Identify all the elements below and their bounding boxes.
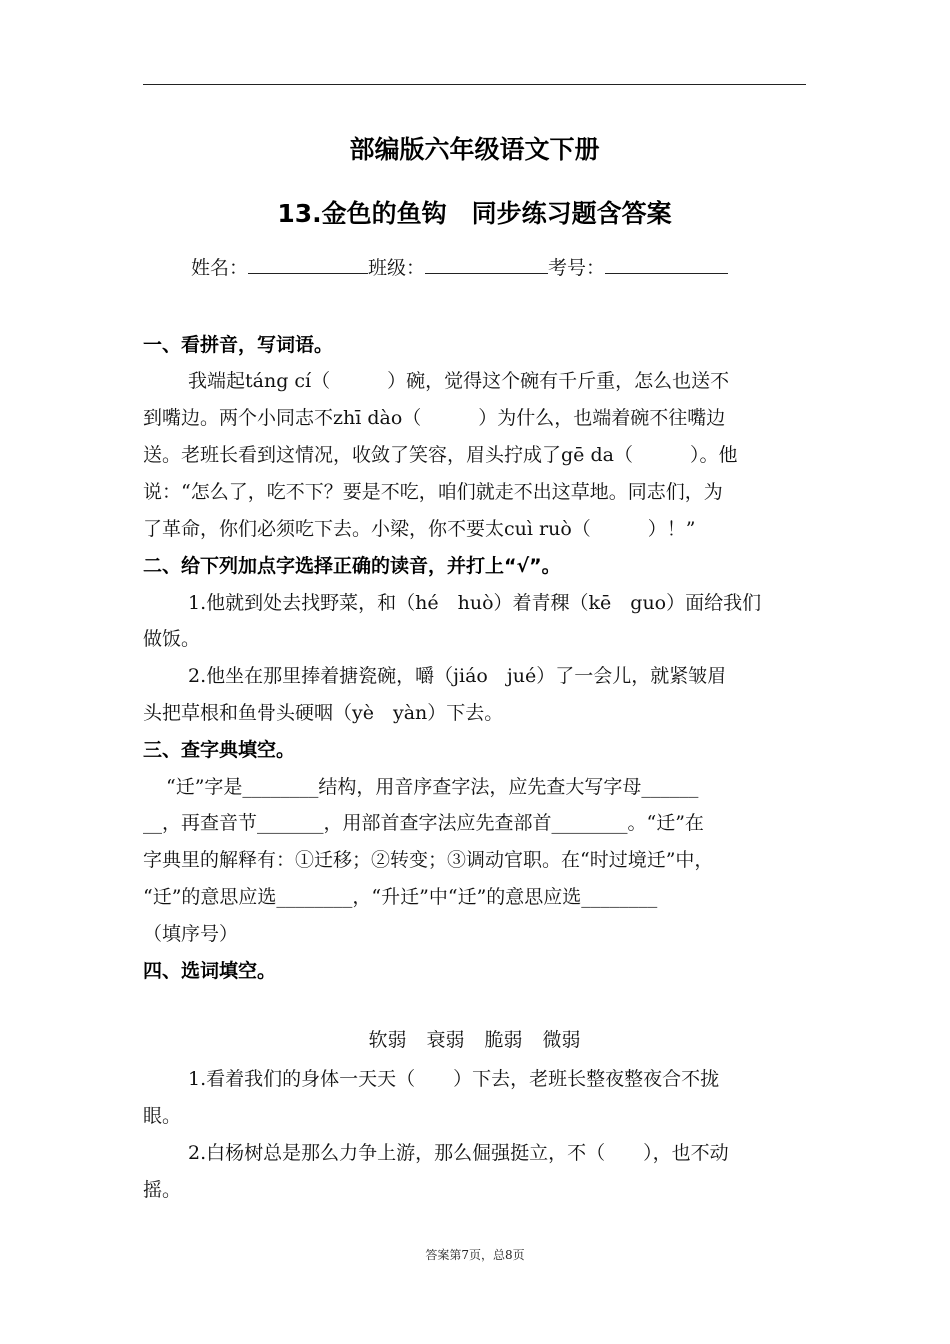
paragraph-line: 送。老班长看到这情况，收敛了笑容，眉头拧成了gē da（ ）。他 (143, 444, 738, 466)
paragraph-line: 字典里的解释有：①迁移；②转变；③调动官职。在“时过境迁”中， (143, 849, 714, 871)
section-heading-3: 三、查字典填空。 (143, 739, 296, 761)
name-blank[interactable] (248, 253, 368, 274)
question-line: 眼。 (143, 1105, 182, 1127)
paragraph-line: 说：“怎么了，吃不下？要是不吃，咱们就走不出这草地。同志们，为 (143, 481, 723, 503)
student-info-row (191, 253, 728, 280)
paragraph-line: 到嘴边。两个小同志不zhī dào（ ）为什么，也端着碗不往嘴边 (143, 407, 726, 429)
question-line: 1.他就到处去找野菜，和（hé huò）着青稞（kē guo）面给我们 (188, 592, 762, 614)
paragraph-line: “迁”的意思应选________，“升迁”中“迁”的意思应选________ (143, 886, 658, 908)
paragraph-line: 了革命，你们必须吃下去。小梁，你不要太cuì ruò（ ）！” (143, 518, 696, 540)
question-line: 2.白杨树总是那么力争上游，那么倔强挺立，不（ ），也不动 (188, 1142, 729, 1164)
exam-no-blank[interactable] (605, 253, 728, 274)
lesson-title: 13.金色的鱼钩 同步练习题含答案 (277, 199, 672, 228)
name-label: 姓名： (191, 257, 249, 279)
question-line: 头把草根和鱼骨头硬咽（yè yàn）下去。 (143, 702, 504, 724)
paragraph-line: __，再查音节_______，用部首查字法应先查部首________。“迁”在 (143, 812, 704, 834)
document-title: 部编版六年级语文下册 (349, 135, 600, 164)
section-heading-2: 二、给下列加点字选择正确的读音，并打上“√”。 (143, 555, 561, 577)
class-blank[interactable] (425, 253, 548, 274)
word-bank: 软弱 衰弱 脆弱 微弱 (368, 1029, 581, 1051)
header-rule (143, 84, 806, 85)
paragraph-line: 我端起táng cí（ ）碗，觉得这个碗有千斤重，怎么也送不 (188, 370, 730, 392)
page-footer: 答案第7页，总8页 (425, 1248, 525, 1262)
question-line: 1.看着我们的身体一天天（ ）下去，老班长整夜整夜合不拢 (188, 1068, 720, 1090)
question-line: 做饭。 (143, 628, 201, 650)
section-heading-1: 一、看拼音，写词语。 (143, 334, 334, 356)
paragraph-line: “迁”字是________结构，用音序查字法，应先查大写字母______ (166, 776, 699, 798)
question-line: 摇。 (143, 1179, 182, 1201)
exam-no-label: 考号： (548, 257, 606, 279)
paragraph-line: （填序号） (143, 923, 239, 945)
section-heading-4: 四、选词填空。 (143, 960, 277, 982)
question-line: 2.他坐在那里捧着搪瓷碗，嚼（jiáo jué）了一会儿，就紧皱眉 (188, 665, 727, 687)
class-label: 班级： (368, 257, 426, 279)
